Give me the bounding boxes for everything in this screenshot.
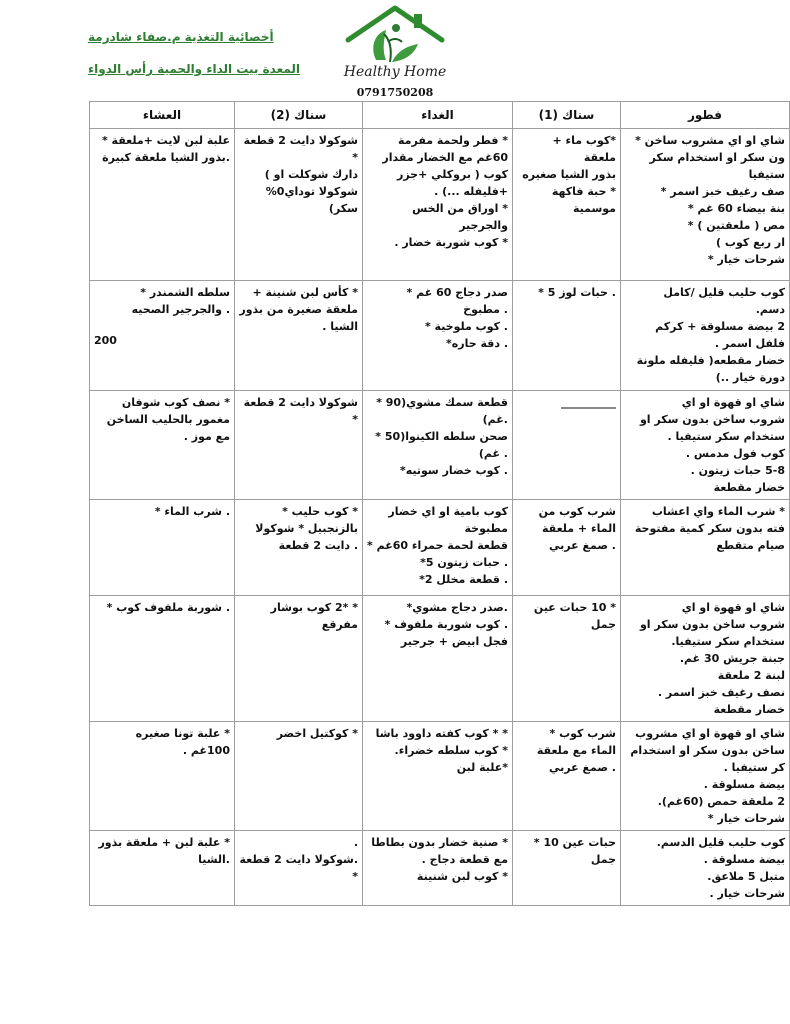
header-row — [90, 102, 790, 129]
dinner-cell: * نصف كوب شوفان مغمور بالحليب الساخن مع موز . — [90, 391, 235, 500]
breakfast-cell: شاي او اي مشروب ساخن * ون سكر او استخدام سكر ستيفيا صف رغيف خبز اسمر * بنة بيضاء 60 غم * مص ( ملعقتين ) * ار ربع كوب ) شرحات خيار * — [621, 129, 790, 281]
table-row — [90, 500, 790, 596]
snack2-cell: * كأس لبن شنينة + ملعقة صغيرة من بذور الشيا . — [235, 281, 363, 391]
lunch-cell: .صدر دجاج مشوي* . كوب شوربة ملفوف * فجل ابيض + جرجير — [363, 596, 513, 722]
slogan-line: المعدة بيت الداء والحمية رأس الدواء — [88, 62, 301, 76]
table-row — [90, 831, 790, 906]
dinner-cell: * علبة لبن + ملعقة بذور .الشيا — [90, 831, 235, 906]
brand-name: Healthy Home — [343, 64, 447, 80]
dinner-cell — [90, 281, 235, 391]
column-header-dinner: العشاء — [90, 102, 235, 129]
snack1-cell: شرب كوب * الماء مع ملعقة . صمغ عربي — [513, 722, 621, 831]
snack1-cell: *كوب ماء + ملعقة بذور الشيا صغيره * حبة فاكهة موسمية — [513, 129, 621, 281]
dinner-cell: . شوربة ملفوف كوب * — [90, 596, 235, 722]
meal-plan-table — [89, 101, 790, 906]
nutritionist-credit: أخصائية التغذية م.صفاء شادرمة — [88, 30, 274, 44]
lunch-cell: صدر دجاج 60 غم * . مطبوخ . كوب ملوخية * . دقة حاره* — [363, 281, 513, 391]
snack2-cell: * *2 كوب بوشار مفرقع — [235, 596, 363, 722]
column-header-snack1: سناك (1) — [513, 102, 621, 129]
dinner-note: 200 — [94, 334, 117, 347]
lunch-cell: * صنية خضار بدون بطاطا مع قطعة دجاج . * كوب لبن شنينة — [363, 831, 513, 906]
snack1-cell: حبات عين 10 * جمل — [513, 831, 621, 906]
column-header-snack2: سناك (2) — [235, 102, 363, 129]
house-leaf-logo-icon — [340, 4, 450, 66]
breakfast-cell: شاي او قهوة او اي شروب ساخن بدون سكر او ستخدام سكر ستيفيا. جبنة جريش 30 غم. لبنة 2 ملعقة نصف رغيف خبز اسمر . خضار مقطعة — [621, 596, 790, 722]
snack1-cell: شرب كوب من الماء + ملعقة . صمغ عربي — [513, 500, 621, 596]
table-row — [90, 281, 790, 391]
dinner-cell: . شرب الماء * — [90, 500, 235, 596]
phone-number: 0791750208 — [356, 86, 434, 99]
snack1-cell: . حبات لوز 5 * — [513, 281, 621, 391]
column-header-lunch: الغداء — [363, 102, 513, 129]
table-row — [90, 722, 790, 831]
table-row — [90, 129, 790, 281]
snack2-cell: شوكولا دايت 2 قطعة * دارك شوكلت او ) شوكولا توداي0% سكر) — [235, 129, 363, 281]
breakfast-cell: شاي او قهوة او اي مشروب ساخن بدون سكر او استخدام كر ستيفيا . بيضة مسلوقة . 2 ملعقة حمص (60غم). شرحات خيار * — [621, 722, 790, 831]
dinner-cell: علبة لبن لايت +ملعقة * .بذور الشيا ملعقة كبيرة — [90, 129, 235, 281]
breakfast-cell: شاي او قهوة او اي شروب ساخن بدون سكر او ستخدام سكر ستيفيا . كوب فول مدمس . 5-8 حبات زيتون . خضار مقطعة — [621, 391, 790, 500]
dinner-text: سلطه الشمندر * . والجرجير الصحيه — [131, 286, 230, 316]
breakfast-cell: كوب حليب قليل /كامل دسم. 2 بيضة مسلوقة + كركم فلفل اسمر . خضار مقطعه( فليفله ملونة دورة خيار ..) — [621, 281, 790, 391]
breakfast-cell: كوب حليب قليل الدسم. بيضة مسلوقة . متبل 5 ملاعق. شرحات خيار . — [621, 831, 790, 906]
table-row — [90, 596, 790, 722]
healthy-home-logo — [340, 4, 450, 100]
snack2-cell: * كوكتيل اخضر — [235, 722, 363, 831]
snack1-cell: __________ — [513, 391, 621, 500]
table-row — [90, 391, 790, 500]
snack2-cell: . .شوكولا دايت 2 قطعة * — [235, 831, 363, 906]
snack2-cell: * كوب حليب * بالزنجبيل * شوكولا . دايت 2 قطعة — [235, 500, 363, 596]
column-header-breakfast: فطور — [621, 102, 790, 129]
lunch-cell: * * كوب كفته داوود باشا * كوب سلطه خضراء. *علبة لبن — [363, 722, 513, 831]
snack1-cell: * 10 حبات عين جمل — [513, 596, 621, 722]
snack2-cell: شوكولا دايت 2 قطعة * — [235, 391, 363, 500]
lunch-cell: * فطر ولحمة مفرمة 60غم مع الخضار مقدار كوب ( بروكلي +جزر +فليفله ...) . * اوراق من الخس والجرجير * كوب شوربة خضار . — [363, 129, 513, 281]
lunch-cell: كوب بامية او اي خضار مطبوخة قطعة لحمة حمراء 60غم * . حبات زيتون 5* . قطعة مخلل 2* — [363, 500, 513, 596]
breakfast-cell: * شرب الماء واي اعشاب فته بدون سكر كمية مفتوحة صيام متقطع — [621, 500, 790, 596]
meal-plan-table-container — [90, 101, 785, 903]
dinner-cell: * علبة تونا صغيره 100غم . — [90, 722, 235, 831]
lunch-cell: قطعة سمك مشوي(90 * .غم) صحن سلطه الكينوا(50 * . غم) . كوب خضار سوتيه* — [363, 391, 513, 500]
